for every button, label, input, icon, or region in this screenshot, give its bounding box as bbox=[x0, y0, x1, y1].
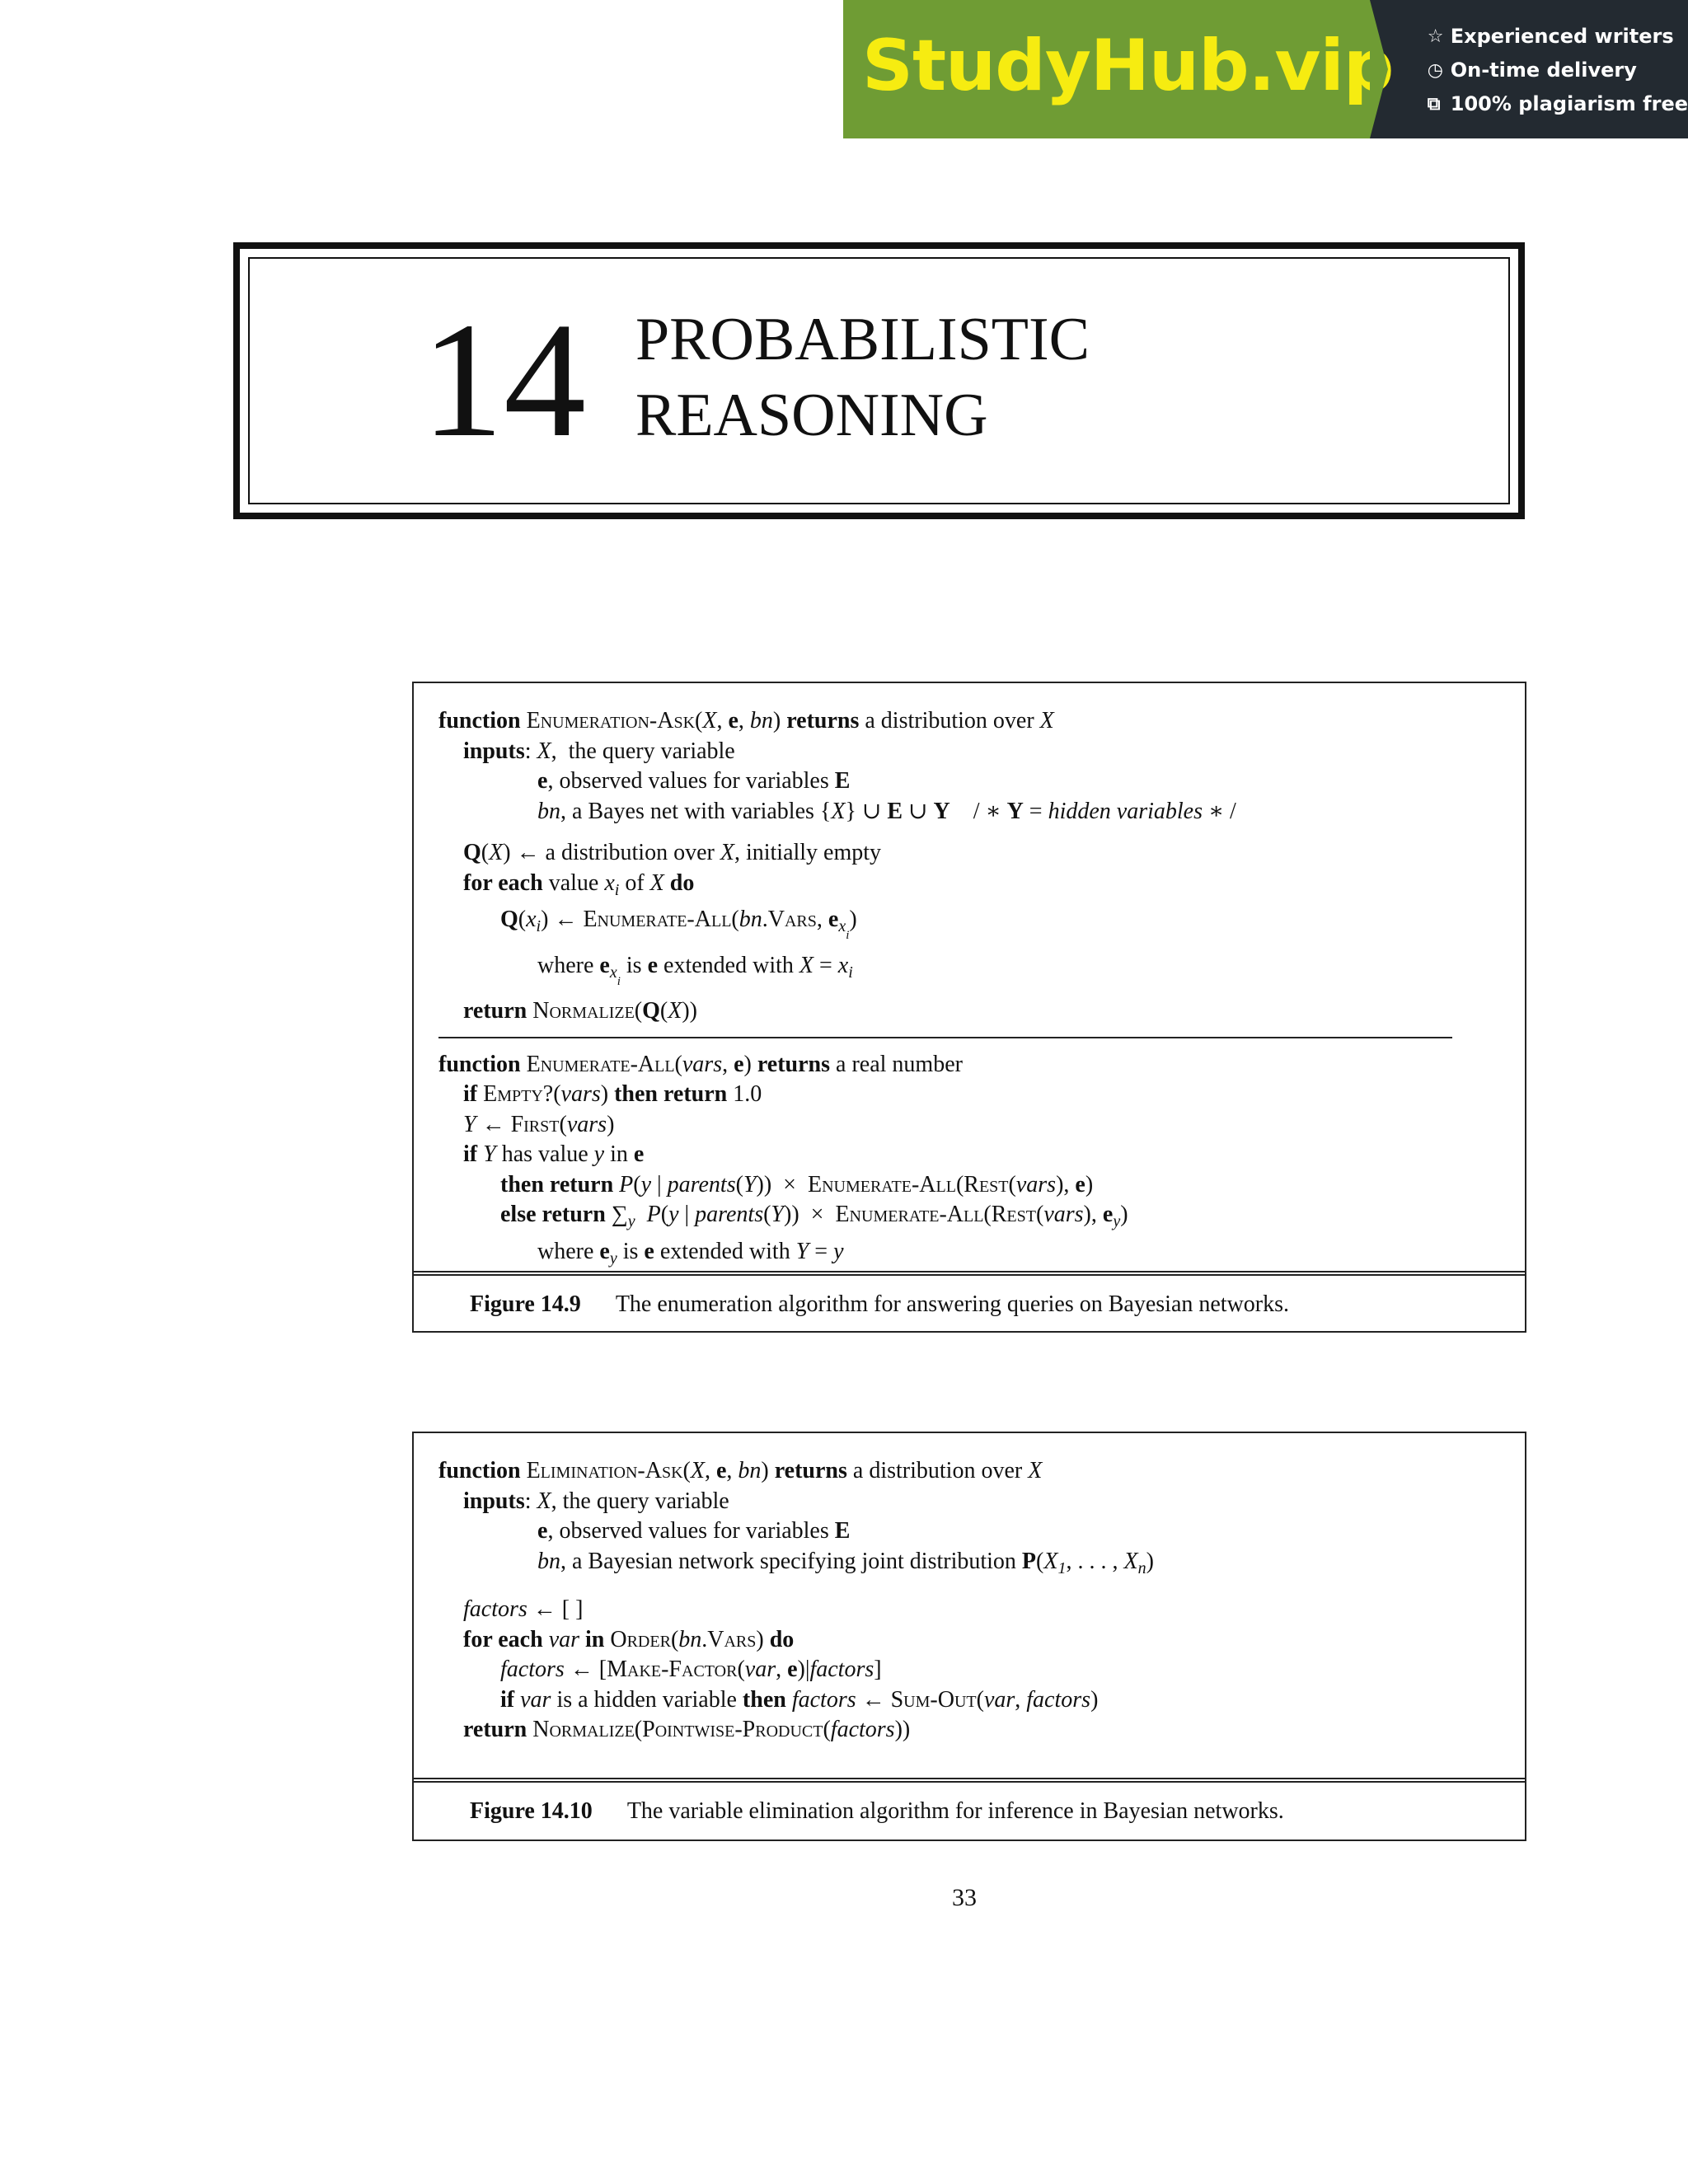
code-line: for each var in Order(bn.Vars) do bbox=[463, 1626, 795, 1652]
code-line: if Empty?(vars) then return 1.0 bbox=[463, 1081, 762, 1107]
code-line: return Normalize(Pointwise-Product(factors)) bbox=[463, 1717, 911, 1742]
feature-item bbox=[1428, 20, 1688, 54]
enumeration-algorithm-pseudocode bbox=[438, 706, 1508, 1273]
spacer bbox=[438, 1583, 1508, 1595]
code-line: for each value $x_i$ of X do bbox=[463, 869, 695, 899]
feature-label: 100% plagiarism free bbox=[1450, 92, 1688, 115]
code-line: factors ← [ ] bbox=[463, 1596, 584, 1622]
code-line: Q(X) ← a distribution over X, initially empty bbox=[463, 840, 882, 865]
star-icon: ☆ bbox=[1427, 26, 1444, 47]
code-line: Y ← First(vars) bbox=[463, 1111, 615, 1137]
function-divider bbox=[438, 1037, 1452, 1038]
code-line: else return $\sum_y$ P(y | parents(Y)) × Enumerate-All(Rest(vars), $e_y$) bbox=[500, 1202, 1128, 1230]
code-line: then return P(y | parents(Y)) × Enumerate-All(Rest(vars), e) bbox=[500, 1171, 1094, 1197]
code-line: if Y has value y in e bbox=[463, 1141, 645, 1167]
code-line: function Elimination-Ask(X, e, bn) returns a distribution over X bbox=[438, 1458, 1043, 1483]
figure-caption-text: The variable elimination algorithm for inference in Bayesian networks. bbox=[626, 1798, 1284, 1824]
code-line: where $e_{x_i}$ is e extended with $X = x_i$ bbox=[537, 952, 853, 988]
feature-item bbox=[1428, 54, 1688, 87]
clock-icon: ◷ bbox=[1427, 60, 1443, 81]
code-line: if var is a hidden variable then factors ← Sum-Out(var, factors) bbox=[500, 1686, 1099, 1713]
figure-caption-text: The enumeration algorithm for answering queries on Bayesian networks. bbox=[615, 1291, 1290, 1317]
feature-label: On-time delivery bbox=[1450, 59, 1637, 82]
chapter-title bbox=[635, 302, 1090, 453]
code-line: bn, a Bayes net with variables {X} ∪ E ∪ Y / ∗ Y = hidden variables ∗ / bbox=[537, 798, 1236, 824]
figure-label: Figure 14.9 bbox=[470, 1291, 581, 1317]
figure-label: Figure 14.10 bbox=[470, 1798, 593, 1824]
banner-logo-area[interactable] bbox=[843, 0, 1394, 138]
chapter-title-line: REASONING bbox=[635, 382, 988, 449]
feature-label: Experienced writers bbox=[1450, 25, 1674, 48]
banner-features bbox=[1370, 0, 1688, 138]
page-number: 33 bbox=[952, 1884, 977, 1911]
code-line: e, observed values for variables E bbox=[537, 1518, 851, 1544]
promo-banner[interactable] bbox=[843, 0, 1688, 138]
chapter-heading-box bbox=[233, 242, 1525, 519]
code-line: function Enumeration-Ask(X, e, bn) returns a distribution over X bbox=[438, 708, 1054, 733]
code-line: e, observed values for variables E bbox=[537, 768, 851, 794]
code-line: return Normalize(Q(X)) bbox=[463, 998, 697, 1024]
chapter-title-line: PROBABILISTIC bbox=[635, 306, 1090, 373]
elimination-algorithm-pseudocode bbox=[438, 1456, 1508, 1746]
code-line: inputs: X, the query variable bbox=[463, 1488, 729, 1514]
code-line: $Q(x_i)$ ← Enumerate-All(bn.Vars, $e_{x_i}$) bbox=[500, 907, 857, 942]
caption-separator bbox=[414, 1271, 1525, 1276]
code-line: where $e_y$ is e extended with Y = y bbox=[537, 1238, 844, 1268]
copy-icon: ⧉ bbox=[1427, 94, 1441, 115]
code-line: inputs: X, the query variable bbox=[463, 738, 735, 764]
figure-caption bbox=[470, 1290, 1289, 1319]
figure-caption bbox=[470, 1797, 1284, 1826]
spacer bbox=[438, 827, 1508, 838]
banner-arrow bbox=[1370, 0, 1388, 138]
code-line: function Enumerate-All(vars, e) returns a real number bbox=[438, 1051, 963, 1077]
feature-item bbox=[1428, 87, 1688, 121]
figure-14-9-box bbox=[412, 682, 1526, 1333]
caption-separator bbox=[414, 1778, 1525, 1783]
figure-14-10-box bbox=[412, 1432, 1526, 1841]
studyhub-logo[interactable]: StudyHub.vip bbox=[862, 25, 1394, 107]
chapter-number: 14 bbox=[421, 289, 586, 471]
code-line: factors ← [Make-Factor(var, e)|factors] bbox=[500, 1657, 882, 1682]
code-line: bn, a Bayesian network specifying joint distribution $P(X_1$, . . . , $X_n$) bbox=[537, 1548, 1154, 1577]
